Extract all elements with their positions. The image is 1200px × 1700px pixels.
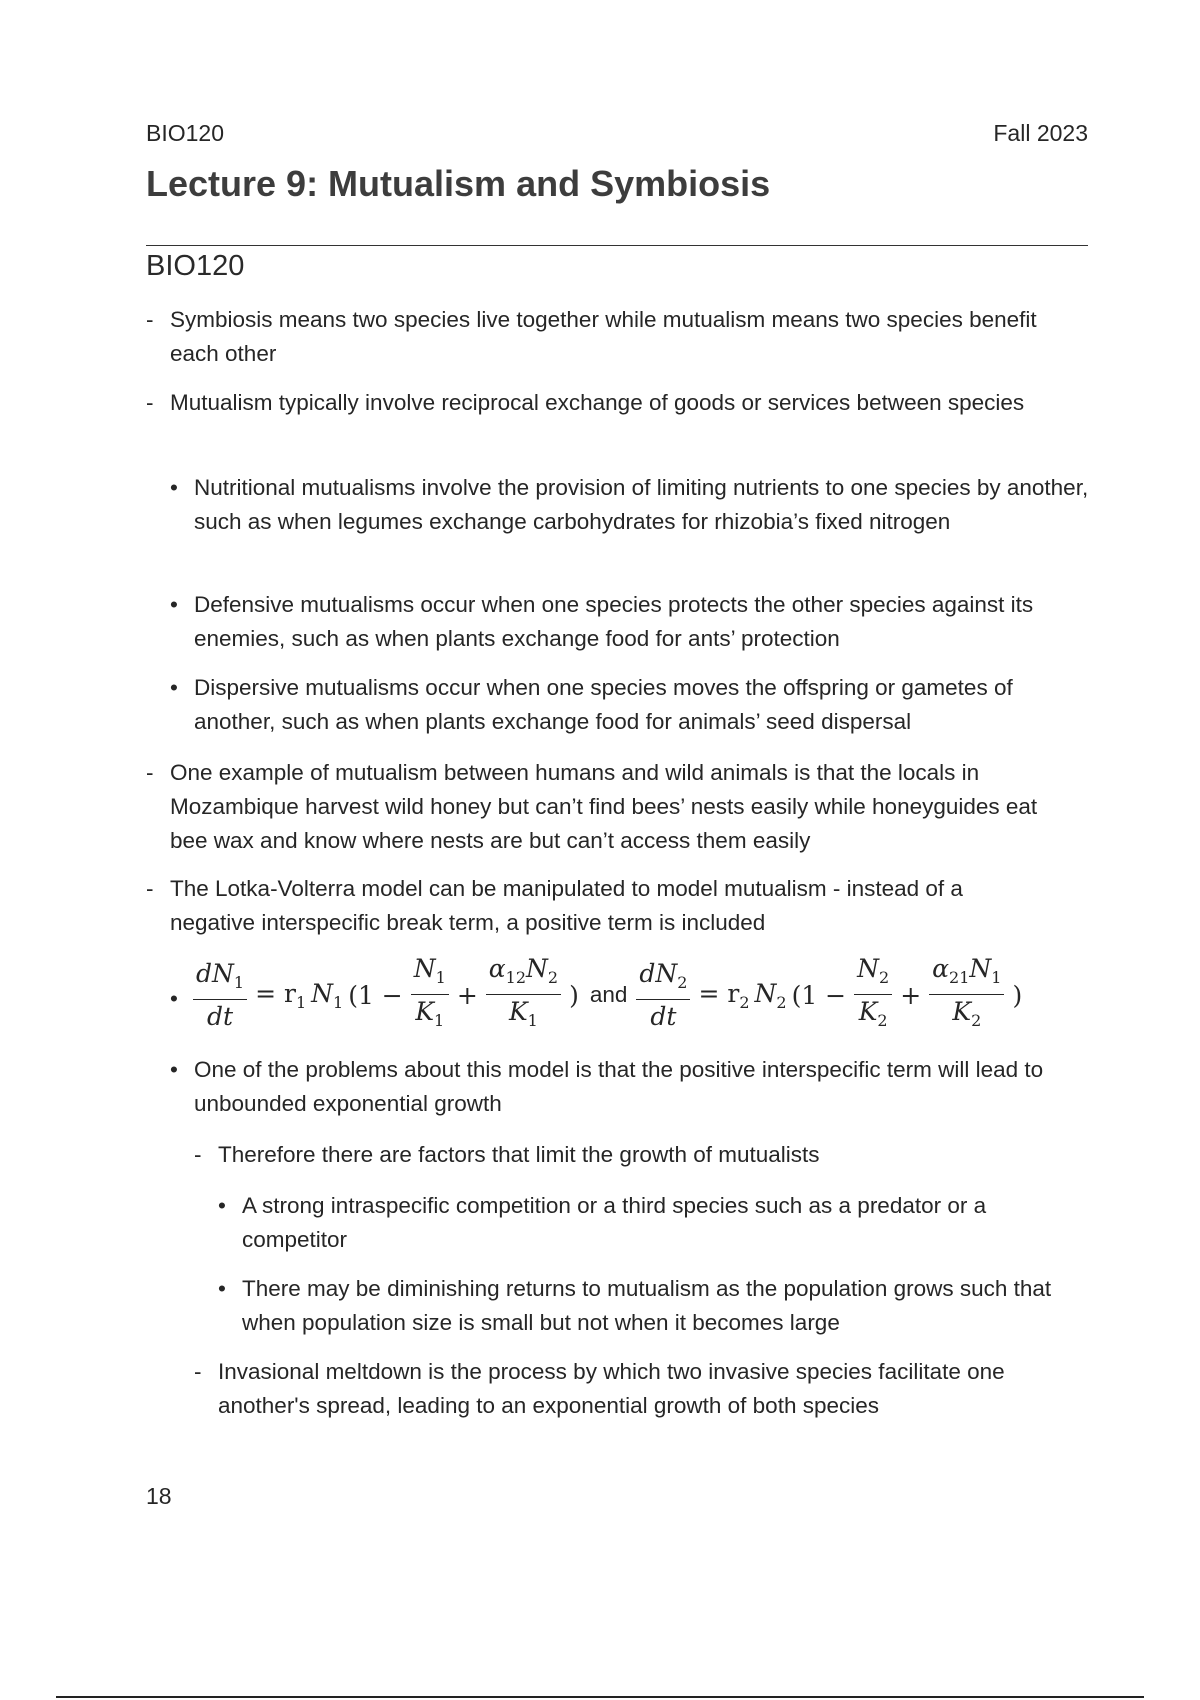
list-item: One of the problems about this model is that the positive interspecific term will lead to unbounded exponential growth: [194, 1057, 1044, 1116]
dash-marker: -: [146, 307, 154, 332]
list-item: Dispersive mutualisms occur when one species moves the offspring or gametes of another, such as when plants exchange food for animals’ seed dispersal: [194, 675, 1013, 734]
page-number: 18: [146, 1483, 172, 1509]
list-item: One example of mutualism between humans and wild animals is that the locals in Mozambique harvest wild honey but can’t find bees’ nests easily while honeyguides eat bee wax and know where nests are but can’t access them easily: [170, 760, 1038, 853]
fraction-n2-k2: $\frac{N_2}{K_2}$: [854, 955, 892, 1035]
dash-marker: -: [194, 1359, 202, 1384]
list-item: The Lotka-Volterra model can be manipulated to model mutualism - instead of a negative interspecific break term, a positive term is included: [170, 876, 963, 935]
bullet-marker: •: [170, 475, 178, 500]
bullet-marker: •: [170, 592, 178, 617]
footer-divider: [56, 1696, 1144, 1698]
list-item: Invasional meltdown is the process by which two invasive species facilitate one another's spread, leading to an exponential growth of both species: [218, 1359, 1005, 1418]
dash-marker: -: [146, 390, 154, 415]
list-item: Therefore there are factors that limit the growth of mutualists: [218, 1142, 820, 1167]
list-item: A strong intraspecific competition or a third species such as a predator or a competitor: [242, 1193, 987, 1252]
bullet-marker: •: [170, 675, 178, 700]
section-heading: BIO120: [146, 250, 245, 282]
bullet-marker: •: [218, 1276, 226, 1301]
lotka-volterra-equation: $\frac{dN_1}{dt}$ = $r_1$ $N_1$ (1 − $\frac{N_1}{K_1}$ + $\frac{\alpha_{12}N_2}{K_1}$ ) and $\frac{dN_2}{dt}$ = $r_2$ $N_2$ (1 − $\frac{N_2}{K_2}$ + $\frac{\alpha_{21}N_1}{K_2}$ ): [190, 950, 1027, 1040]
term: Fall 2023: [993, 120, 1088, 146]
bullet-marker: •: [218, 1193, 226, 1218]
title-divider: [146, 245, 1088, 246]
dash-marker: -: [194, 1142, 202, 1167]
list-item: Symbiosis means two species live together while mutualism means two species benefit each other: [170, 307, 1037, 366]
fraction-alpha12: $\frac{\alpha_{12}N_2}{K_1}$: [486, 955, 561, 1035]
dash-marker: -: [146, 876, 154, 901]
fraction-alpha21: $\frac{\alpha_{21}N_1}{K_2}$: [929, 955, 1004, 1035]
list-item: Nutritional mutualisms involve the provision of limiting nutrients to one species by another, such as when legumes exchange carbohydrates for rhizobia’s fixed nitrogen: [194, 475, 1089, 534]
fraction-n1-k1: $\frac{N_1}{K_1}$: [411, 955, 449, 1035]
bullet-marker: •: [170, 1057, 178, 1082]
derivative-n2: $\frac{dN_2}{dt}$: [636, 960, 690, 1031]
course-code: BIO120: [146, 120, 224, 146]
derivative-n1: $\frac{dN_1}{dt}$: [193, 960, 247, 1031]
list-item: There may be diminishing returns to mutualism as the population grows such that when population size is small but not when it becomes large: [242, 1276, 1052, 1335]
lecture-title: Lecture 9: Mutualism and Symbiosis: [146, 163, 771, 204]
list-item: Mutualism typically involve reciprocal exchange of goods or services between species: [170, 390, 1025, 415]
list-item: Defensive mutualisms occur when one species protects the other species against its enemies, such as when plants exchange food for ants’ protection: [194, 592, 1034, 651]
bullet-marker: •: [170, 986, 178, 1011]
dash-marker: -: [146, 760, 154, 785]
